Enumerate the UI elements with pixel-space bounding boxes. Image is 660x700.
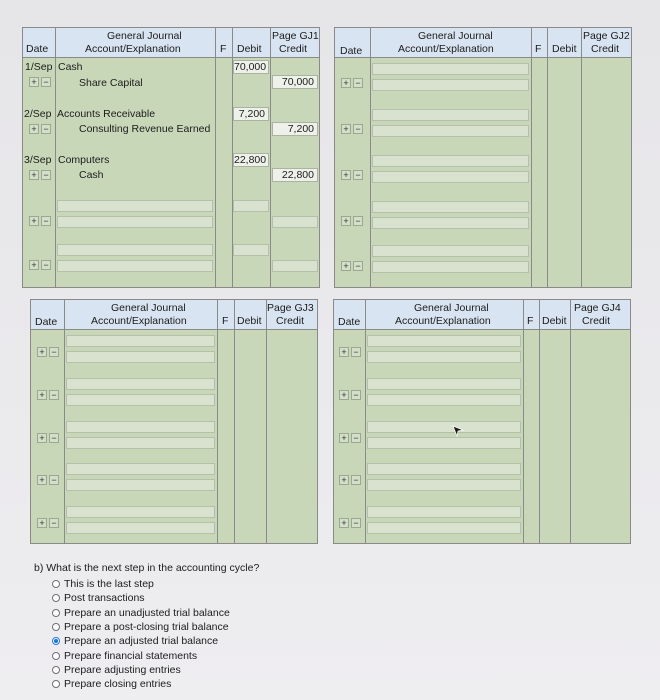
row-controls <box>29 260 51 270</box>
col-header-account: Account/Explanation <box>398 43 494 55</box>
row-controls <box>339 390 361 400</box>
account-input[interactable] <box>367 506 521 518</box>
add-row-icon[interactable]: + <box>37 390 47 400</box>
debit-input[interactable] <box>233 200 269 212</box>
journal-header <box>31 300 317 330</box>
radio-button[interactable] <box>52 594 60 602</box>
account-input[interactable] <box>372 155 529 167</box>
debit-account[interactable]: Accounts Receivable <box>57 108 156 120</box>
credit-amount[interactable]: 7,200 <box>272 122 318 136</box>
remove-row-icon[interactable]: − <box>351 518 361 528</box>
account-input[interactable] <box>66 394 215 406</box>
account-input[interactable] <box>372 109 529 121</box>
col-header-credit: Credit <box>582 315 611 327</box>
option-label: Post transactions <box>64 592 145 605</box>
remove-row-icon[interactable]: − <box>353 124 363 134</box>
row-controls <box>339 518 361 528</box>
debit-amount[interactable]: 22,800 <box>233 153 269 167</box>
account-input[interactable] <box>367 463 521 475</box>
add-row-icon[interactable]: + <box>29 216 39 226</box>
col-header-account: Account/Explanation <box>85 43 181 55</box>
option-label: This is the last step <box>64 578 154 591</box>
credit-account[interactable]: Cash <box>79 169 104 181</box>
account-input[interactable] <box>66 378 215 390</box>
remove-row-icon[interactable]: − <box>351 390 361 400</box>
credit-account[interactable]: Share Capital <box>79 77 143 89</box>
journal-entry-row <box>31 461 317 507</box>
remove-row-icon[interactable]: − <box>41 77 51 87</box>
account-input[interactable] <box>372 245 529 257</box>
radio-button[interactable] <box>52 580 60 588</box>
account-input[interactable] <box>57 244 213 256</box>
journal-entry-row <box>23 198 319 244</box>
journal-entry-row <box>31 333 317 379</box>
option-label: Prepare an adjusted trial balance <box>64 635 219 648</box>
journal-entry-row <box>334 419 630 465</box>
col-header-credit: Credit <box>591 43 620 55</box>
remove-row-icon[interactable]: − <box>351 347 361 357</box>
journal-header <box>334 300 630 330</box>
credit-account[interactable]: Consulting Revenue Earned <box>79 123 211 135</box>
question-text: b) What is the next step in the accounting cycle? <box>34 562 260 574</box>
option-label: Prepare adjusting entries <box>64 663 181 676</box>
add-row-icon[interactable]: + <box>341 78 351 88</box>
row-controls <box>29 170 51 180</box>
remove-row-icon[interactable]: − <box>49 518 59 528</box>
remove-row-icon[interactable]: − <box>49 347 59 357</box>
journal-entry-row <box>31 419 317 465</box>
add-row-icon[interactable]: + <box>341 216 351 226</box>
col-header-debit: Debit <box>237 43 262 55</box>
account-input[interactable] <box>66 479 215 491</box>
col-header-credit: Credit <box>276 315 305 327</box>
journal-entry-row <box>335 199 631 245</box>
entry-date[interactable]: 3/Sep <box>24 154 52 166</box>
option-post-closing-trial-balance[interactable] <box>52 620 259 634</box>
remove-row-icon[interactable]: − <box>41 124 51 134</box>
option-adjusting-entries[interactable] <box>52 663 259 677</box>
journal-title: General Journal <box>418 30 493 42</box>
option-adjusted-trial-balance[interactable] <box>52 634 259 648</box>
journal-title: General Journal <box>414 302 489 314</box>
debit-amount[interactable]: 70,000 <box>233 60 269 74</box>
radio-button-selected[interactable] <box>52 637 60 645</box>
add-row-icon[interactable]: + <box>37 518 47 528</box>
journal-page-number: Page GJ3 <box>267 302 314 314</box>
radio-button[interactable] <box>52 609 60 617</box>
account-input[interactable] <box>367 437 521 449</box>
option-label: Prepare closing entries <box>64 678 172 691</box>
col-header-date: Date <box>26 43 49 55</box>
col-header-debit: Debit <box>552 43 577 55</box>
row-controls <box>37 433 59 443</box>
credit-amount[interactable]: 70,000 <box>272 75 318 89</box>
row-controls <box>339 475 361 485</box>
option-label: Prepare an unadjusted trial balance <box>64 606 230 619</box>
col-header-f: F <box>535 43 542 55</box>
add-row-icon[interactable]: + <box>29 170 39 180</box>
row-controls <box>29 77 51 87</box>
col-header-date: Date <box>35 316 58 328</box>
account-input[interactable] <box>57 200 213 212</box>
row-controls <box>37 390 59 400</box>
row-controls <box>339 433 361 443</box>
journal-gj1 <box>22 27 320 288</box>
add-row-icon[interactable]: + <box>29 124 39 134</box>
add-row-icon[interactable]: + <box>29 260 39 270</box>
account-input[interactable] <box>367 394 521 406</box>
account-input[interactable] <box>372 171 529 183</box>
journal-header <box>335 28 631 58</box>
col-header-debit: Debit <box>237 315 262 327</box>
add-row-icon[interactable]: + <box>37 347 47 357</box>
journal-entry-row <box>23 152 319 198</box>
add-row-icon[interactable]: + <box>37 433 47 443</box>
col-header-f: F <box>527 315 534 327</box>
remove-row-icon[interactable]: − <box>49 433 59 443</box>
remove-row-icon[interactable]: − <box>351 433 361 443</box>
journal-gj2 <box>334 27 632 288</box>
journal-page-number: Page GJ4 <box>574 302 621 314</box>
row-controls <box>341 170 363 180</box>
option-financial-statements[interactable] <box>52 648 259 662</box>
add-row-icon[interactable]: + <box>339 347 349 357</box>
journal-entry-row <box>335 107 631 153</box>
journal-header <box>23 28 319 58</box>
row-controls <box>341 216 363 226</box>
add-row-icon[interactable]: + <box>341 261 351 271</box>
row-controls <box>341 78 363 88</box>
add-row-icon[interactable]: + <box>37 475 47 485</box>
col-header-f: F <box>220 43 227 55</box>
row-controls <box>29 216 51 226</box>
debit-account[interactable]: Computers <box>58 154 110 166</box>
remove-row-icon[interactable]: − <box>353 261 363 271</box>
remove-row-icon[interactable]: − <box>49 475 59 485</box>
journal-entry-row <box>23 242 319 288</box>
add-row-icon[interactable]: + <box>339 390 349 400</box>
col-header-debit: Debit <box>542 315 567 327</box>
remove-row-icon[interactable]: − <box>353 170 363 180</box>
journal-title: General Journal <box>111 302 186 314</box>
journal-entry-row <box>23 59 319 105</box>
row-controls <box>341 124 363 134</box>
col-header-f: F <box>222 315 229 327</box>
col-header-account: Account/Explanation <box>91 315 187 327</box>
remove-row-icon[interactable]: − <box>49 390 59 400</box>
add-row-icon[interactable]: + <box>29 77 39 87</box>
journal-entry-row <box>23 106 319 152</box>
col-header-account: Account/Explanation <box>395 315 491 327</box>
account-input[interactable] <box>66 437 215 449</box>
add-row-icon[interactable]: + <box>339 518 349 528</box>
radio-button[interactable] <box>52 652 60 660</box>
row-controls <box>37 518 59 528</box>
account-input[interactable] <box>367 479 521 491</box>
remove-row-icon[interactable]: − <box>41 216 51 226</box>
journal-entry-row <box>335 153 631 199</box>
remove-row-icon[interactable]: − <box>353 78 363 88</box>
debit-account[interactable]: Cash <box>58 61 83 73</box>
col-header-date: Date <box>338 316 361 328</box>
account-input[interactable] <box>367 351 521 363</box>
remove-row-icon[interactable]: − <box>41 260 51 270</box>
account-input[interactable] <box>66 522 215 534</box>
journal-entry-row <box>335 243 631 289</box>
radio-button[interactable] <box>52 666 60 674</box>
col-header-date: Date <box>340 45 363 57</box>
account-input[interactable] <box>367 378 521 390</box>
credit-input[interactable] <box>272 216 318 228</box>
row-controls <box>341 261 363 271</box>
journal-entry-row <box>31 504 317 550</box>
remove-row-icon[interactable]: − <box>41 170 51 180</box>
row-controls <box>29 124 51 134</box>
account-input[interactable] <box>372 79 529 91</box>
account-input[interactable] <box>367 421 521 433</box>
journal-entry-row <box>334 504 630 550</box>
journal-page-number: Page GJ1 <box>272 30 319 42</box>
radio-button[interactable] <box>52 623 60 631</box>
entry-date[interactable]: 2/Sep <box>24 108 52 120</box>
option-label: Prepare financial statements <box>64 649 198 662</box>
journal-entry-row <box>31 376 317 422</box>
account-input[interactable] <box>372 63 529 75</box>
account-input[interactable] <box>367 335 521 347</box>
remove-row-icon[interactable]: − <box>351 475 361 485</box>
account-input[interactable] <box>372 217 529 229</box>
journal-page-number: Page GJ2 <box>583 30 630 42</box>
account-input[interactable] <box>66 335 215 347</box>
account-input[interactable] <box>66 463 215 475</box>
account-input[interactable] <box>57 260 213 272</box>
option-closing-entries[interactable] <box>52 677 259 691</box>
option-post-transactions[interactable] <box>52 591 259 605</box>
row-controls <box>37 347 59 357</box>
journal-gj3 <box>30 299 318 544</box>
journal-entry-row <box>334 333 630 379</box>
add-row-icon[interactable]: + <box>339 475 349 485</box>
journal-entry-row <box>335 61 631 107</box>
account-input[interactable] <box>372 125 529 137</box>
account-input[interactable] <box>66 506 215 518</box>
account-input[interactable] <box>66 421 215 433</box>
debit-input[interactable] <box>233 244 269 256</box>
remove-row-icon[interactable]: − <box>353 216 363 226</box>
mouse-cursor-icon <box>452 425 464 437</box>
credit-amount[interactable]: 22,800 <box>272 168 318 182</box>
account-input[interactable] <box>57 216 213 228</box>
account-input[interactable] <box>367 522 521 534</box>
col-header-credit: Credit <box>279 43 308 55</box>
option-last-step[interactable] <box>52 577 259 591</box>
add-row-icon[interactable]: + <box>339 433 349 443</box>
account-input[interactable] <box>372 201 529 213</box>
add-row-icon[interactable]: + <box>341 124 351 134</box>
add-row-icon[interactable]: + <box>341 170 351 180</box>
debit-amount[interactable]: 7,200 <box>233 107 269 121</box>
entry-date[interactable]: 1/Sep <box>25 61 53 73</box>
account-input[interactable] <box>66 351 215 363</box>
row-controls <box>339 347 361 357</box>
journal-title: General Journal <box>107 30 182 42</box>
row-controls <box>37 475 59 485</box>
option-unadjusted-trial-balance[interactable] <box>52 606 259 620</box>
journal-entry-row <box>334 376 630 422</box>
journal-entry-row <box>334 461 630 507</box>
radio-button[interactable] <box>52 680 60 688</box>
journal-gj4 <box>333 299 631 544</box>
question-block <box>34 562 259 691</box>
option-label: Prepare a post-closing trial balance <box>64 621 229 634</box>
credit-input[interactable] <box>272 260 318 272</box>
account-input[interactable] <box>372 261 529 273</box>
